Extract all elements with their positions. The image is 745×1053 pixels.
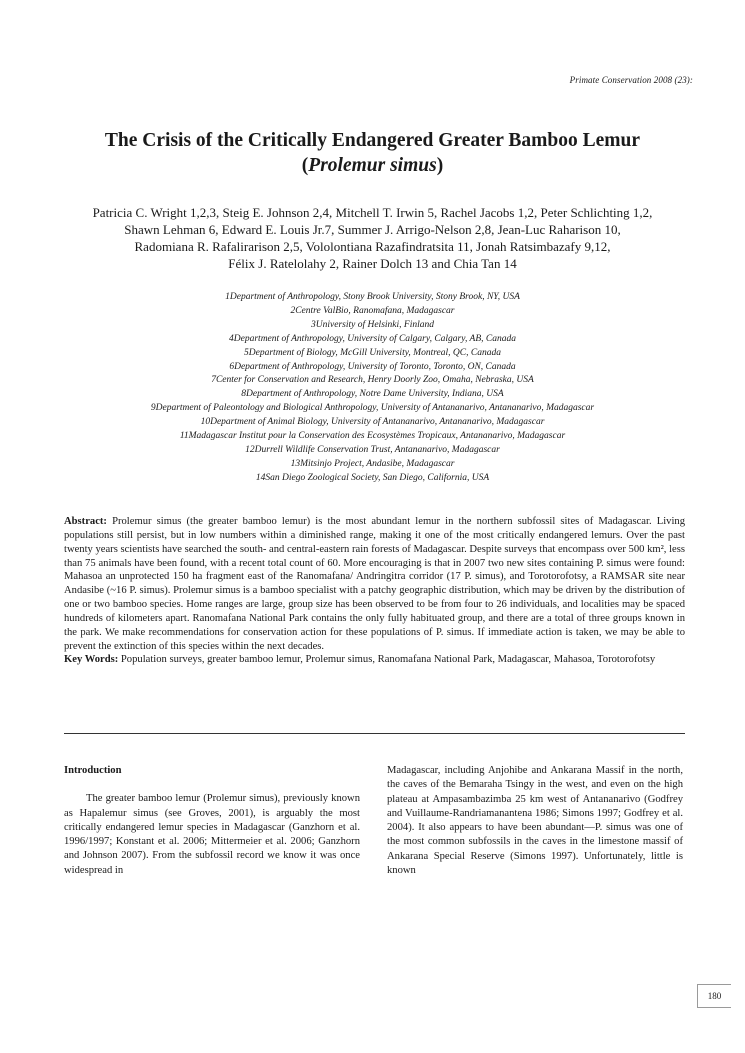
keywords xyxy=(64,653,685,667)
affiliation: 13Mitsinjo Project, Andasibe, Madagascar xyxy=(290,458,455,469)
title-paren-close: ) xyxy=(436,155,444,176)
keywords-text: Population surveys, greater bamboo lemur, Prolemur simus, Ranomafana National Park, Madagascar, Mahasoa, Torotorofotsy xyxy=(120,654,656,666)
affiliation: 9Department of Paleontology and Biological Anthropology, University of Antananarivo, Antananarivo, Madagascar xyxy=(150,403,595,414)
title-paren-open: ( xyxy=(301,155,309,176)
body-column-right xyxy=(387,764,683,878)
page-number: 180 xyxy=(697,984,731,1008)
article-title xyxy=(0,128,745,178)
section-heading: Introduction xyxy=(64,765,122,776)
author-line-1: Patricia C. Wright 1,2,3, Steig E. Johnson 2,4, Mitchell T. Irwin 5, Rachel Jacobs 1,2, Peter Schlichting 1,2, xyxy=(92,205,653,220)
section-divider xyxy=(64,733,685,734)
affiliation: 12Durrell Wildlife Conservation Trust, Antananarivo, Madagascar xyxy=(245,444,500,455)
keywords-label: Key Words: xyxy=(64,654,119,666)
title-line-2 xyxy=(0,153,745,178)
author-line-4: Félix J. Ratelolahy 2, Rainer Dolch 13 and Chia Tan 14 xyxy=(228,256,517,271)
author-line-3: Radomiana R. Rafalirarison 2,5, Vololontiana Razafindratsita 11, Jonah Ratsimbazafy 9,12, xyxy=(134,239,611,254)
affiliation: 1Department of Anthropology, Stony Brook University, Stony Brook, NY, USA xyxy=(225,292,520,302)
abstract-paragraph xyxy=(64,515,685,653)
affiliation: 3University of Helsinki, Finland xyxy=(311,319,434,330)
affiliation: 10Department of Animal Biology, University of Antananarivo, Antananarivo, Madagascar xyxy=(200,417,545,428)
affiliation: 11Madagascar Institut pour la Conservation des Ecosystèmes Tropicaux, Antananarivo, Madagascar xyxy=(179,431,566,442)
title-line-1: The Crisis of the Critically Endangered Greater Bamboo Lemur xyxy=(104,130,641,151)
body-paragraph: Madagascar, including Anjohibe and Ankarana Massif in the north, the caves of the Bemaraha Tsingy in the west, and even on the high plateau at Ampasambazimba 25 km west of Antananarivo (Godfrey and Vuillaume-Randriamanantena 1986; Simons 1997; Godfrey et al. 2004). It also appears to have been abundant—P. simus was one of the most common subfossils in the caves in the limestone massif of Ankarana Special Reserve (Simons 1997). Unfortunately, little is known xyxy=(387,765,683,877)
abstract-text: Prolemur simus (the greater bamboo lemur) is the most abundant lemur in the northern subfossil sites of Madagascar. Living populations still persist, but in low numbers within a diminished range, making it one of the most critically endangered lemurs. Over the past twenty years scientists have searched the south- and central-eastern rain forests of Madagascar. Despite surveys that encompass over 500 km², less than 75 animals have been found, with a recent total count of 60. More encouraging is that in 2007 two new sites containing P. simus were found: Mahasoa an unprotected 150 ha fragment east of the Ranomafana/ Andringitra corridor (17 P. simus), and Torotorofotsy, a RAMSAR site near Andasibe (~16 P. simus). Prolemur simus is a bamboo specialist with a patchy geographic distribution, which may be driven by the distribution of one or two bamboo species. Home ranges are large, group size has been observed to be from four to 26 individuals, and localities may be spaced hundreds of kilometers apart. Ranomafana National Park contains the only fully habituated group, and there are a total of three groups known in the park. We make recommendations for conservation action for these populations of P. simus. If immediate action is taken, we may be able to prevent the extinction of this species within the next decades. xyxy=(64,516,685,652)
affiliations xyxy=(0,291,745,486)
author-list xyxy=(0,204,745,272)
journal-citation: Primate Conservation 2008 (23): xyxy=(569,75,693,85)
affiliation: 5Department of Biology, McGill University, Montreal, QC, Canada xyxy=(244,347,501,358)
body-column-left xyxy=(64,764,360,878)
abstract xyxy=(64,515,685,667)
affiliation: 14San Diego Zoological Society, San Diego, California, USA xyxy=(255,472,490,483)
body-paragraph: The greater bamboo lemur (Prolemur simus), previously known as Hapalemur simus (see Groves, 2001), is arguably the most critically endangered lemur species in Madagascar (Ganzhorn et al. 1996/1997; Konstant et al. 2006; Mittermeier et al. 2006; Ganzhorn and Johnson 2007). From the subfossil record we know it was once widespread in xyxy=(64,793,360,876)
affiliation: 2Centre ValBio, Ranomafana, Madagascar xyxy=(290,305,455,316)
affiliation: 6Department of Anthropology, University of Toronto, Toronto, ON, Canada xyxy=(229,361,516,372)
abstract-label: Abstract: xyxy=(64,516,107,527)
affiliation: 7Center for Conservation and Research, Henry Doorly Zoo, Omaha, Nebraska, USA xyxy=(211,375,534,386)
affiliation: 4Department of Anthropology, University of Calgary, Calgary, AB, Canada xyxy=(229,333,516,344)
affiliation: 8Department of Anthropology, Notre Dame University, Indiana, USA xyxy=(241,389,504,400)
title-species: Prolemur simus xyxy=(308,155,437,176)
author-line-2: Shawn Lehman 6, Edward E. Louis Jr.7, Summer J. Arrigo-Nelson 2,8, Jean-Luc Raharison 10, xyxy=(124,222,621,237)
